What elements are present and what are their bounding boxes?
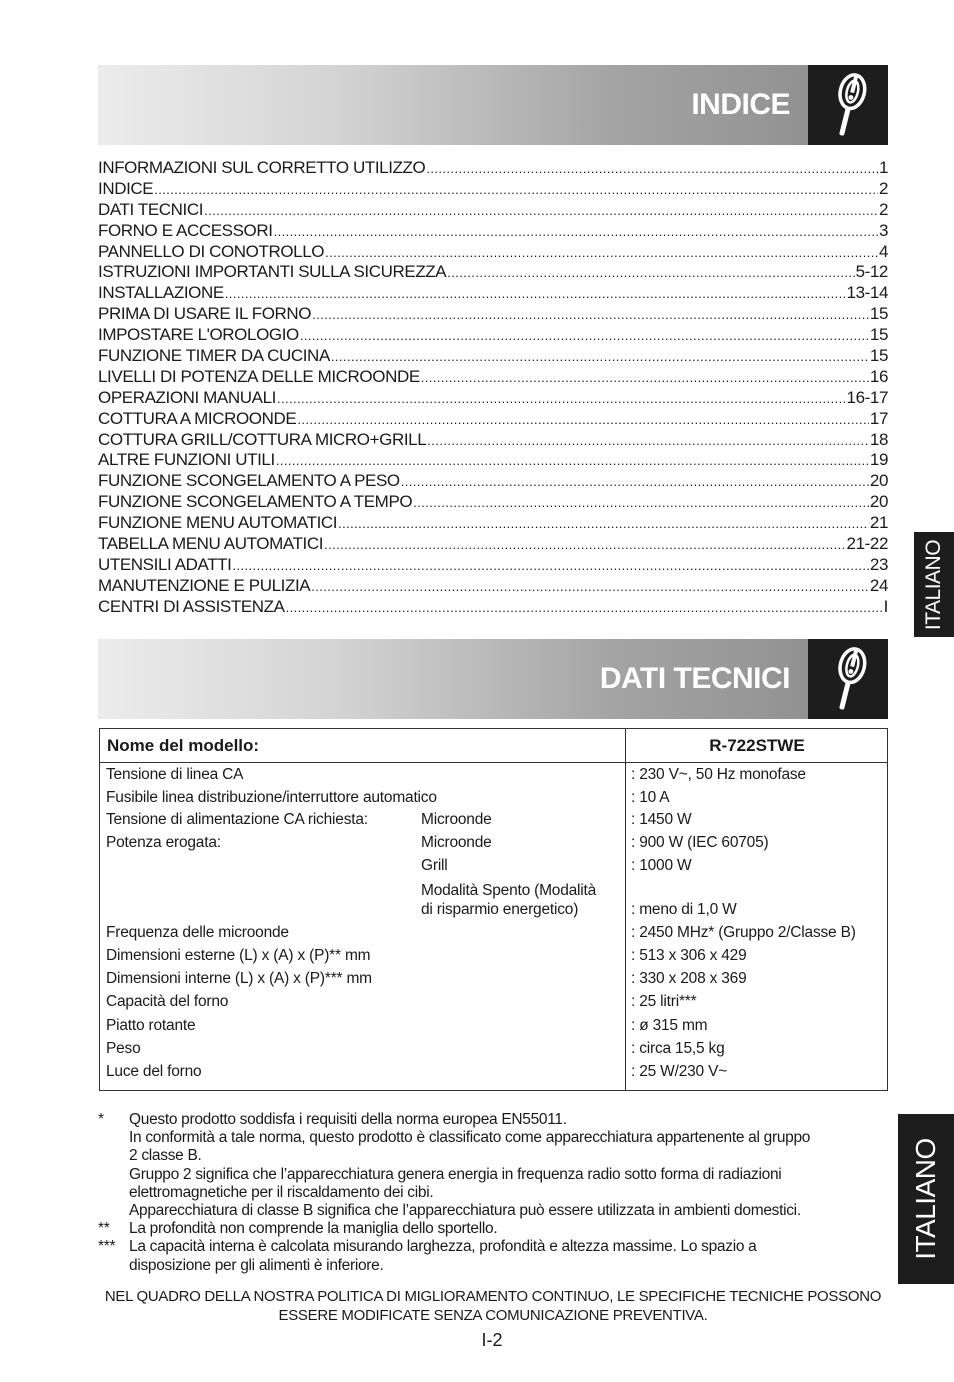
toc-entry-label: COTTURA A MICROONDE xyxy=(98,408,297,428)
spec-label: Frequenza delle microonde xyxy=(106,923,289,941)
language-tab-label: ITALIANO xyxy=(910,1138,941,1260)
toc-leader-dots xyxy=(427,430,869,452)
footnote-mark: *** xyxy=(98,1238,116,1256)
toc-entry-label: ISTRUZIONI IMPORTANTI SULLA SICUREZZA xyxy=(98,262,447,282)
toc-leader-dots xyxy=(426,158,878,180)
toc-leader-dots xyxy=(286,597,883,619)
toc-entry-label: FUNZIONE MENU AUTOMATICI xyxy=(98,513,338,533)
spec-value: : circa 15,5 kg xyxy=(631,1039,725,1057)
toc-entry xyxy=(98,325,888,346)
toc-entry-label: DATI TECNICI xyxy=(98,199,204,219)
toc-leader-dots xyxy=(338,513,869,535)
spec-sublabel: Modalità Spento (Modalità xyxy=(421,881,597,899)
footnote xyxy=(98,1238,888,1274)
footnote xyxy=(98,1220,888,1238)
table-of-contents xyxy=(98,158,888,618)
toc-entry xyxy=(98,534,888,555)
spec-table xyxy=(99,728,888,1091)
toc-entry-label: MANUTENZIONE E PULIZIA xyxy=(98,575,311,595)
toc-entry-page: 3 xyxy=(878,220,888,240)
toc-entry-page: 19 xyxy=(869,450,888,470)
exclamation-key-icon xyxy=(808,65,888,145)
toc-entry xyxy=(98,283,888,304)
spec-label: Luce del forno xyxy=(106,1062,202,1080)
spec-value: : 25 litri*** xyxy=(631,993,697,1011)
indice-title: INDICE xyxy=(691,88,790,121)
toc-entry xyxy=(98,430,888,451)
indice-banner xyxy=(98,65,888,145)
spec-sublabel: Microonde xyxy=(421,811,492,829)
toc-entry xyxy=(98,367,888,388)
model-name-value: R-722STWE xyxy=(709,736,805,755)
spec-value: : 2450 MHz* (Gruppo 2/Classe B) xyxy=(631,923,856,941)
spec-value: : 900 W (IEC 60705) xyxy=(631,834,769,852)
toc-leader-dots xyxy=(300,325,869,347)
toc-leader-dots xyxy=(325,242,878,264)
toc-entry-label: PRIMA DI USARE IL FORNO xyxy=(98,304,312,324)
spec-label: Dimensioni esterne (L) x (A) x (P)** mm xyxy=(106,946,371,964)
toc-entry-page: I xyxy=(883,596,888,616)
dati-tecnici-banner xyxy=(98,639,888,719)
toc-entry xyxy=(98,242,888,263)
spec-value: : 330 x 208 x 369 xyxy=(631,970,747,988)
toc-entry xyxy=(98,513,888,534)
toc-entry-page: 5-12 xyxy=(855,262,888,282)
toc-entry-page: 4 xyxy=(878,241,888,261)
toc-entry xyxy=(98,409,888,430)
toc-entry-page: 2 xyxy=(878,199,888,219)
toc-entry-page: 15 xyxy=(869,325,888,345)
toc-entry-page: 24 xyxy=(869,575,888,595)
toc-leader-dots xyxy=(421,367,869,389)
toc-entry-label: OPERAZIONI MANUALI xyxy=(98,387,276,407)
toc-entry-page: 23 xyxy=(869,554,888,574)
toc-leader-dots xyxy=(413,492,869,514)
spec-label: Capacità del forno xyxy=(106,993,229,1011)
toc-entry xyxy=(98,304,888,325)
toc-entry xyxy=(98,576,888,597)
toc-leader-dots xyxy=(204,200,878,222)
spec-sublabel: Microonde xyxy=(421,834,492,852)
toc-leader-dots xyxy=(312,304,869,326)
language-tab-lower xyxy=(898,1114,954,1284)
spec-value: : 513 x 306 x 429 xyxy=(631,946,747,964)
disclaimer-line: ESSERE MODIFICATE SENZA COMUNICAZIONE PREVENTIVA. xyxy=(278,1306,708,1324)
toc-entry-page: 17 xyxy=(869,408,888,428)
spec-label: Tensione di alimentazione CA richiesta: xyxy=(106,811,368,829)
toc-leader-dots xyxy=(331,346,869,368)
toc-entry-page: 16 xyxy=(869,366,888,386)
toc-entry-page: 18 xyxy=(869,429,888,449)
toc-entry-page: 21 xyxy=(869,513,888,533)
language-tab-label: ITALIANO xyxy=(922,539,945,630)
footnote-line: La capacità interna è calcolata misurando larghezza, profondità e altezza massime. Lo spazio a xyxy=(129,1238,757,1256)
spec-label: Peso xyxy=(106,1039,141,1057)
spec-value: : 1000 W xyxy=(631,856,692,874)
toc-entry-page: 2 xyxy=(878,178,888,198)
spec-sublabel: Grill xyxy=(421,856,448,874)
language-tab-upper xyxy=(914,532,954,637)
footnote-line: disposizione per gli alimenti è inferiore. xyxy=(129,1256,384,1274)
toc-entry-page: 1 xyxy=(878,158,888,177)
toc-leader-dots xyxy=(274,221,878,243)
spec-label: Potenza erogata: xyxy=(106,834,221,852)
toc-entry xyxy=(98,346,888,367)
toc-leader-dots xyxy=(154,179,878,201)
toc-entry xyxy=(98,221,888,242)
toc-entry-label: CENTRI DI ASSISTENZA xyxy=(98,596,285,616)
page-number: I-2 xyxy=(481,1330,503,1350)
toc-entry xyxy=(98,450,888,471)
toc-entry-page: 20 xyxy=(869,492,888,512)
footnote-mark: ** xyxy=(98,1220,110,1238)
toc-entry-label: UTENSILI ADATTI xyxy=(98,554,232,574)
footnote xyxy=(98,1111,888,1220)
toc-entry-label: ALTRE FUNZIONI UTILI xyxy=(98,450,275,470)
toc-leader-dots xyxy=(297,409,869,431)
footnote-line: La profondità non comprende la maniglia dello sportello. xyxy=(129,1220,498,1238)
spec-value: : ø 315 mm xyxy=(631,1016,708,1034)
toc-entry-label: INFORMAZIONI SUL CORRETTO UTILIZZO xyxy=(98,158,426,177)
toc-entry xyxy=(98,200,888,221)
toc-entry-page: 21-22 xyxy=(846,534,888,554)
disclaimer-line: NEL QUADRO DELLA NOSTRA POLITICA DI MIGLIORAMENTO CONTINUO, LE SPECIFICHE TECNICHE POSSONO xyxy=(104,1288,882,1305)
spec-value: : meno di 1,0 W xyxy=(631,900,737,918)
toc-entry-page: 20 xyxy=(869,471,888,491)
toc-entry-label: FORNO E ACCESSORI xyxy=(98,220,273,240)
toc-entry xyxy=(98,555,888,576)
spec-label: Fusibile linea distribuzione/interruttore automatico xyxy=(106,788,437,806)
toc-entry xyxy=(98,597,888,618)
footnote-mark: * xyxy=(98,1111,104,1128)
toc-leader-dots xyxy=(225,283,846,305)
column-divider xyxy=(625,729,626,1090)
toc-leader-dots xyxy=(277,388,846,410)
toc-entry-label: FUNZIONE SCONGELAMENTO A PESO xyxy=(98,471,400,491)
toc-leader-dots xyxy=(233,555,869,577)
footnotes xyxy=(98,1111,888,1275)
spec-value: : 1450 W xyxy=(631,811,692,829)
toc-leader-dots xyxy=(401,471,869,493)
disclaimer xyxy=(98,1288,888,1325)
toc-entry xyxy=(98,471,888,492)
toc-entry xyxy=(98,492,888,513)
footnote-line: In conformità a tale norma, questo prodotto è classificato come apparecchiatura appartenente al gruppo xyxy=(129,1129,811,1147)
spec-label: Piatto rotante xyxy=(106,1016,196,1034)
toc-entry-label: INSTALLAZIONE xyxy=(98,283,224,303)
toc-entry xyxy=(98,158,888,179)
toc-entry-label: INDICE xyxy=(98,178,154,198)
spec-table-header xyxy=(100,729,887,763)
toc-entry xyxy=(98,262,888,283)
toc-entry-page: 15 xyxy=(869,346,888,366)
toc-entry-label: PANNELLO DI CONOTROLLO xyxy=(98,241,325,261)
toc-entry-page: 16-17 xyxy=(846,387,888,407)
toc-entry-label: TABELLA MENU AUTOMATICI xyxy=(98,534,324,554)
dati-tecnici-title: DATI TECNICI xyxy=(599,662,790,695)
toc-entry xyxy=(98,179,888,200)
footnote-line: Gruppo 2 significa che l’apparecchiatura genera energia in frequenza radio sotto forma di radiazioni xyxy=(129,1165,782,1183)
spec-label: Tensione di linea CA xyxy=(106,766,244,783)
toc-entry-label: LIVELLI DI POTENZA DELLE MICROONDE xyxy=(98,366,420,386)
toc-entry-label: FUNZIONE TIMER DA CUCINA xyxy=(98,346,330,366)
toc-leader-dots xyxy=(447,262,854,284)
exclamation-key-icon xyxy=(808,639,888,719)
footnote-line: Questo prodotto soddisfa i requisiti della norma europea EN55011. xyxy=(129,1111,567,1128)
footnote-line: elettromagnetiche per il riscaldamento dei cibi. xyxy=(129,1183,434,1201)
spec-value: : 230 V~, 50 Hz monofase xyxy=(631,766,806,783)
toc-leader-dots xyxy=(311,576,869,598)
toc-entry-label: FUNZIONE SCONGELAMENTO A TEMPO xyxy=(98,492,413,512)
toc-leader-dots xyxy=(324,534,845,556)
toc-entry-label: IMPOSTARE L'OROLOGIO xyxy=(98,325,299,345)
toc-entry-page: 13-14 xyxy=(846,283,888,303)
model-name-label: Nome del modello: xyxy=(107,736,260,755)
footnote-line: Apparecchiatura di classe B significa che l’apparecchiatura può essere utilizzata in ambienti domestici. xyxy=(129,1202,801,1220)
toc-entry-label: COTTURA GRILL/COTTURA MICRO+GRILL xyxy=(98,429,427,449)
spec-label: Dimensioni interne (L) x (A) x (P)*** mm xyxy=(106,970,372,988)
spec-sublabel: di risparmio energetico) xyxy=(421,900,579,918)
toc-entry-page: 15 xyxy=(869,304,888,324)
toc-entry xyxy=(98,388,888,409)
toc-leader-dots xyxy=(276,450,869,472)
spec-value: : 25 W/230 V~ xyxy=(631,1062,728,1080)
footnote-line: 2 classe B. xyxy=(129,1147,202,1165)
spec-value: : 10 A xyxy=(631,788,670,806)
